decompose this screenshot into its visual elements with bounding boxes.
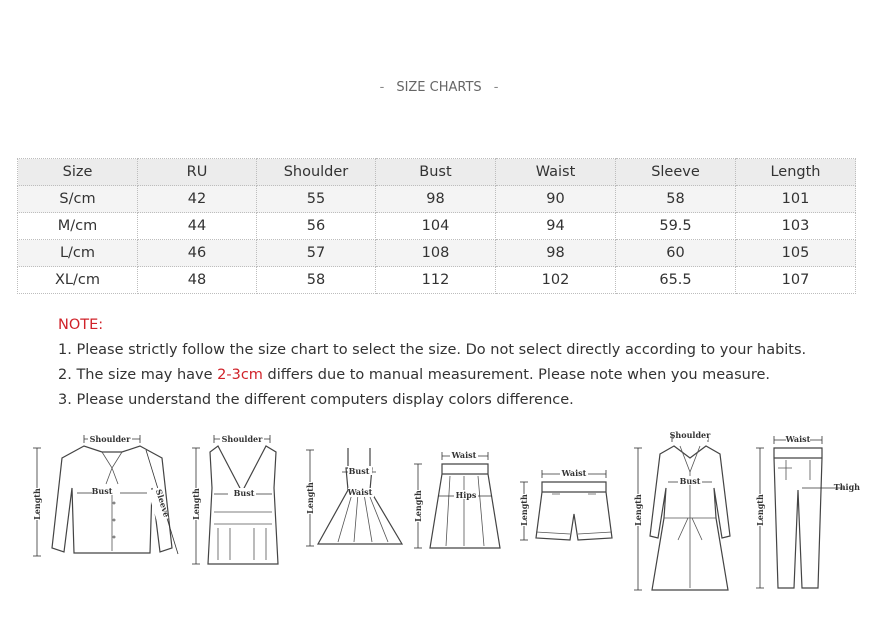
table-cell: 65.5 <box>616 267 736 294</box>
pants-thigh-label: Thigh <box>833 482 860 492</box>
table-row <box>18 213 856 240</box>
coat-illustration <box>628 428 738 598</box>
table-cell: 103 <box>736 213 856 240</box>
table-cell: L/cm <box>18 240 138 267</box>
table-cell: 108 <box>376 240 496 267</box>
shirt-shoulder-label: Shoulder <box>89 434 131 444</box>
table-cell: S/cm <box>18 186 138 213</box>
table-row <box>18 186 856 213</box>
table-cell: XL/cm <box>18 267 138 294</box>
skirt-illustration <box>406 428 506 573</box>
dress-illustration <box>298 428 408 573</box>
table-cell: 105 <box>736 240 856 267</box>
pants-illustration <box>746 428 862 598</box>
pants-waist-label: Waist <box>785 434 811 444</box>
shirt-sleeve-label: Sleeve <box>153 487 172 519</box>
table-cell: M/cm <box>18 213 138 240</box>
table-cell: 58 <box>257 267 376 294</box>
note-line-1: 1. Please strictly follow the size chart to select the size. Do not select directly according to your habits. <box>58 342 807 358</box>
header-cell: Waist <box>496 159 616 186</box>
coat-shoulder-label: Shoulder <box>669 430 711 440</box>
shirt-bust-label: Bust <box>91 486 113 496</box>
size-chart-table <box>17 158 856 294</box>
title-dash-right: - <box>493 80 499 95</box>
table-cell: 112 <box>376 267 496 294</box>
table-cell: 58 <box>616 186 736 213</box>
header-cell: Shoulder <box>257 159 376 186</box>
note-line-2-after: differs due to manual measurement. Please note when you measure. <box>262 367 770 383</box>
header-cell: Size <box>18 159 138 186</box>
table-cell: 60 <box>616 240 736 267</box>
table-cell: 98 <box>376 186 496 213</box>
table-cell: 98 <box>496 240 616 267</box>
vest-length-label: Length <box>191 488 201 520</box>
table-cell: 48 <box>138 267 257 294</box>
table-row <box>18 240 856 267</box>
shirt-length-label: Length <box>32 488 42 520</box>
table-cell: 107 <box>736 267 856 294</box>
table-header-row <box>18 159 856 186</box>
shirt-illustration <box>22 428 182 573</box>
table-cell: 101 <box>736 186 856 213</box>
title-dash-left: - <box>379 80 385 95</box>
pants-length-label: Length <box>755 494 765 526</box>
coat-bust-label: Bust <box>679 476 701 486</box>
notes-block <box>58 313 806 413</box>
table-row <box>18 267 856 294</box>
header-cell: RU <box>138 159 257 186</box>
skirt-hips-label: Hips <box>455 490 477 500</box>
dress-waist-label: Waist <box>347 487 373 497</box>
note-line-3: 3. Please understand the different computers display colors difference. <box>58 392 574 408</box>
table-cell: 56 <box>257 213 376 240</box>
table-cell: 55 <box>257 186 376 213</box>
shorts-illustration <box>512 428 622 573</box>
header-cell: Length <box>736 159 856 186</box>
coat-length-label: Length <box>633 494 643 526</box>
table-cell: 44 <box>138 213 257 240</box>
shorts-length-label: Length <box>519 494 529 526</box>
vest-shoulder-label: Shoulder <box>221 434 263 444</box>
table-cell: 94 <box>496 213 616 240</box>
vest-bust-label: Bust <box>233 488 255 498</box>
note-line-2-highlight: 2-3cm <box>217 367 263 383</box>
shorts-waist-label: Waist <box>561 468 587 478</box>
header-cell: Bust <box>376 159 496 186</box>
dress-bust-label: Bust <box>348 466 370 476</box>
note-line-2 <box>58 363 806 388</box>
skirt-length-label: Length <box>413 490 423 522</box>
dress-length-label: Length <box>305 482 315 514</box>
table-cell: 42 <box>138 186 257 213</box>
table-cell: 57 <box>257 240 376 267</box>
table-cell: 104 <box>376 213 496 240</box>
measurement-illustrations <box>22 428 862 598</box>
table-cell: 102 <box>496 267 616 294</box>
title-text: SIZE CHARTS <box>396 80 482 95</box>
table-cell: 46 <box>138 240 257 267</box>
header-cell: Sleeve <box>616 159 736 186</box>
table-cell: 90 <box>496 186 616 213</box>
skirt-waist-label: Waist <box>451 450 477 460</box>
note-label: NOTE: <box>58 317 104 333</box>
vest-illustration <box>184 428 294 573</box>
table-cell: 59.5 <box>616 213 736 240</box>
size-charts-title <box>0 80 878 95</box>
note-line-2-before: 2. The size may have <box>58 367 218 383</box>
